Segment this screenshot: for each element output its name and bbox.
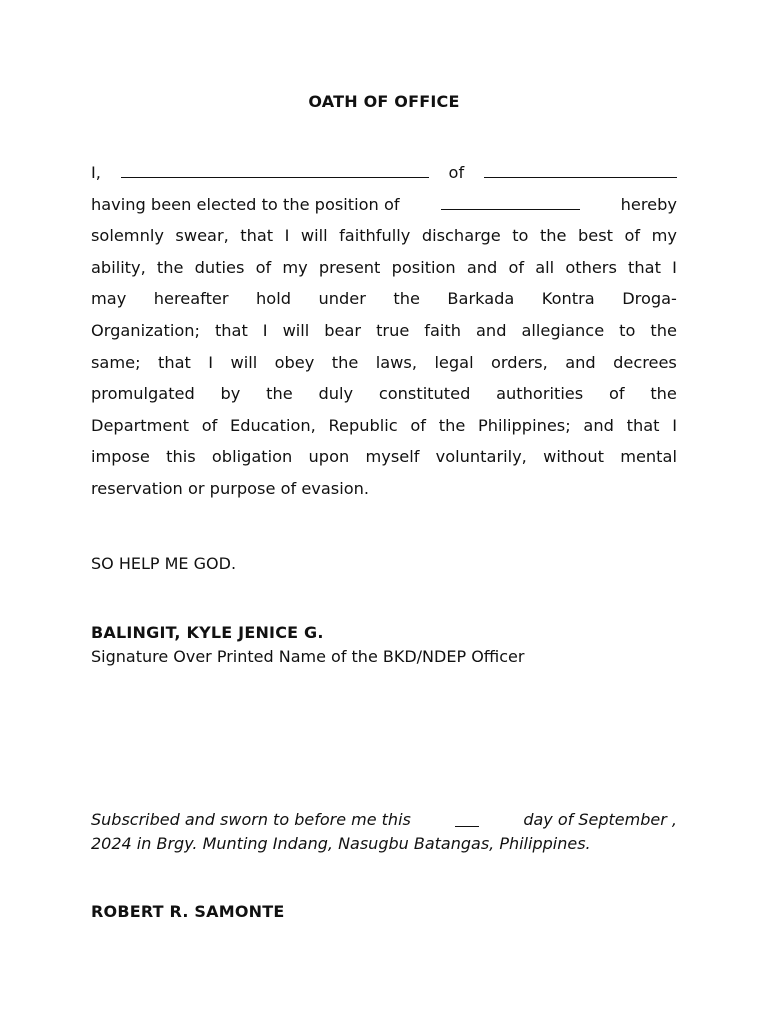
oath-word: Philippines; (478, 415, 571, 435)
oath-line (91, 347, 677, 379)
oath-paragraph (91, 157, 677, 505)
oath-word: that (214, 320, 248, 340)
oath-word: and (583, 415, 614, 435)
oath-word: that (157, 352, 191, 372)
signatory-name: BALINGIT, KYLE JENICE G. (91, 623, 324, 642)
oath-word: Droga- (622, 289, 677, 309)
oath-word: of (608, 384, 625, 404)
oath-word: laws, (375, 352, 418, 372)
oath-word: I (672, 257, 677, 277)
oath-word: that (240, 226, 274, 246)
oath-word: I (262, 320, 268, 340)
oath-word: constituted (378, 384, 471, 404)
position-blank[interactable] (441, 191, 580, 210)
oath-word: duties (194, 257, 245, 277)
oath-word: upon (308, 447, 350, 467)
subscription-line-1 (91, 808, 677, 832)
oath-line (91, 283, 677, 315)
oath-word: impose (91, 447, 150, 467)
oath-word: by (220, 384, 241, 404)
oath-line (91, 252, 677, 284)
oath-word: allegiance (521, 320, 605, 340)
subscription-post-blank: day of September , (523, 810, 677, 829)
oath-word: I (284, 226, 290, 246)
oath-word: promulgated (91, 384, 195, 404)
oath-word: true (376, 320, 410, 340)
oath-word: others (565, 257, 617, 277)
oath-word: of (508, 257, 525, 277)
oath-word: the (331, 352, 359, 372)
oath-word: to (619, 320, 636, 340)
oath-word: faith (424, 320, 462, 340)
oath-line-2 (91, 189, 677, 221)
oath-word: legal (434, 352, 474, 372)
oath-word: faithfully (339, 226, 411, 246)
oath-word: the (156, 257, 184, 277)
oath-word: Republic (328, 415, 398, 435)
oath-word: will (230, 352, 258, 372)
oath-word: my (282, 257, 308, 277)
oath-word: ability, (91, 257, 146, 277)
administering-officer-name: ROBERT R. SAMONTE (91, 902, 285, 921)
oath-word: Organization; (91, 320, 200, 340)
oath-word: position (391, 257, 456, 277)
oath-word: all (535, 257, 555, 277)
oath-line-2-pre: having been elected to the position of (91, 194, 400, 214)
name-blank[interactable] (121, 159, 429, 178)
oath-word: will (300, 226, 328, 246)
oath-word: swear, (175, 226, 229, 246)
oath-word: I (672, 415, 677, 435)
oath-line-2-post: hereby (620, 194, 677, 214)
subscription-pre-blank: Subscribed and sworn to before me this (91, 810, 411, 829)
oath-word: without (543, 447, 604, 467)
oath-last-line: reservation or purpose of evasion. (91, 478, 370, 498)
oath-line (91, 410, 677, 442)
oath-word: duly (318, 384, 354, 404)
oath-word: best (578, 226, 614, 246)
oath-word: discharge (421, 226, 501, 246)
subscription-line-2: 2024 in Brgy. Munting Indang, Nasugbu Batangas, Philippines. (91, 834, 591, 853)
oath-word: and (565, 352, 596, 372)
signatory-caption: Signature Over Printed Name of the BKD/NDEP Officer (91, 647, 525, 666)
oath-word: this (166, 447, 196, 467)
oath-word: orders, (491, 352, 548, 372)
oath-line (91, 220, 677, 252)
oath-word: same; (91, 352, 141, 372)
oath-word: of (201, 415, 218, 435)
closing-invocation: SO HELP ME GOD. (91, 554, 237, 573)
oath-word: Education, (230, 415, 316, 435)
oath-pronoun: I, (91, 163, 101, 182)
oath-word: myself (365, 447, 420, 467)
subscription-clause (91, 808, 677, 856)
oath-word: voluntarily, (435, 447, 527, 467)
oath-word: will (282, 320, 310, 340)
oath-word: decrees (613, 352, 677, 372)
document-title: OATH OF OFFICE (308, 92, 460, 111)
oath-word: hold (256, 289, 291, 309)
oath-word: hereafter (153, 289, 229, 309)
oath-word: obey (274, 352, 315, 372)
oath-word: and (466, 257, 498, 277)
oath-word: that (628, 257, 661, 277)
oath-of-word: of (448, 163, 465, 182)
oath-line (91, 441, 677, 473)
oath-word: the (438, 415, 466, 435)
oath-word: bear (324, 320, 362, 340)
oath-word: under (318, 289, 366, 309)
oath-word: Kontra (541, 289, 595, 309)
place-blank[interactable] (484, 159, 677, 178)
oath-word: of (255, 257, 272, 277)
oath-word: the (650, 320, 677, 340)
oath-line (91, 315, 677, 347)
oath-word: may (91, 289, 127, 309)
oath-word: the (539, 226, 567, 246)
oath-word: Barkada (447, 289, 515, 309)
oath-word: solemnly (91, 226, 164, 246)
oath-word: authorities (496, 384, 584, 404)
oath-word: the (266, 384, 293, 404)
oath-word: my (651, 226, 677, 246)
oath-word: obligation (211, 447, 293, 467)
oath-word: of (624, 226, 641, 246)
oath-word: and (476, 320, 507, 340)
oath-word: that (626, 415, 660, 435)
oath-word: mental (620, 447, 677, 467)
day-blank[interactable] (455, 808, 479, 827)
oath-word: present (318, 257, 381, 277)
oath-line-1 (91, 157, 677, 189)
oath-word: I (208, 352, 214, 372)
oath-word: the (393, 289, 420, 309)
oath-word: to (512, 226, 529, 246)
oath-word: Department (91, 415, 189, 435)
oath-line (91, 378, 677, 410)
oath-word: of (410, 415, 426, 435)
oath-word: the (650, 384, 677, 404)
